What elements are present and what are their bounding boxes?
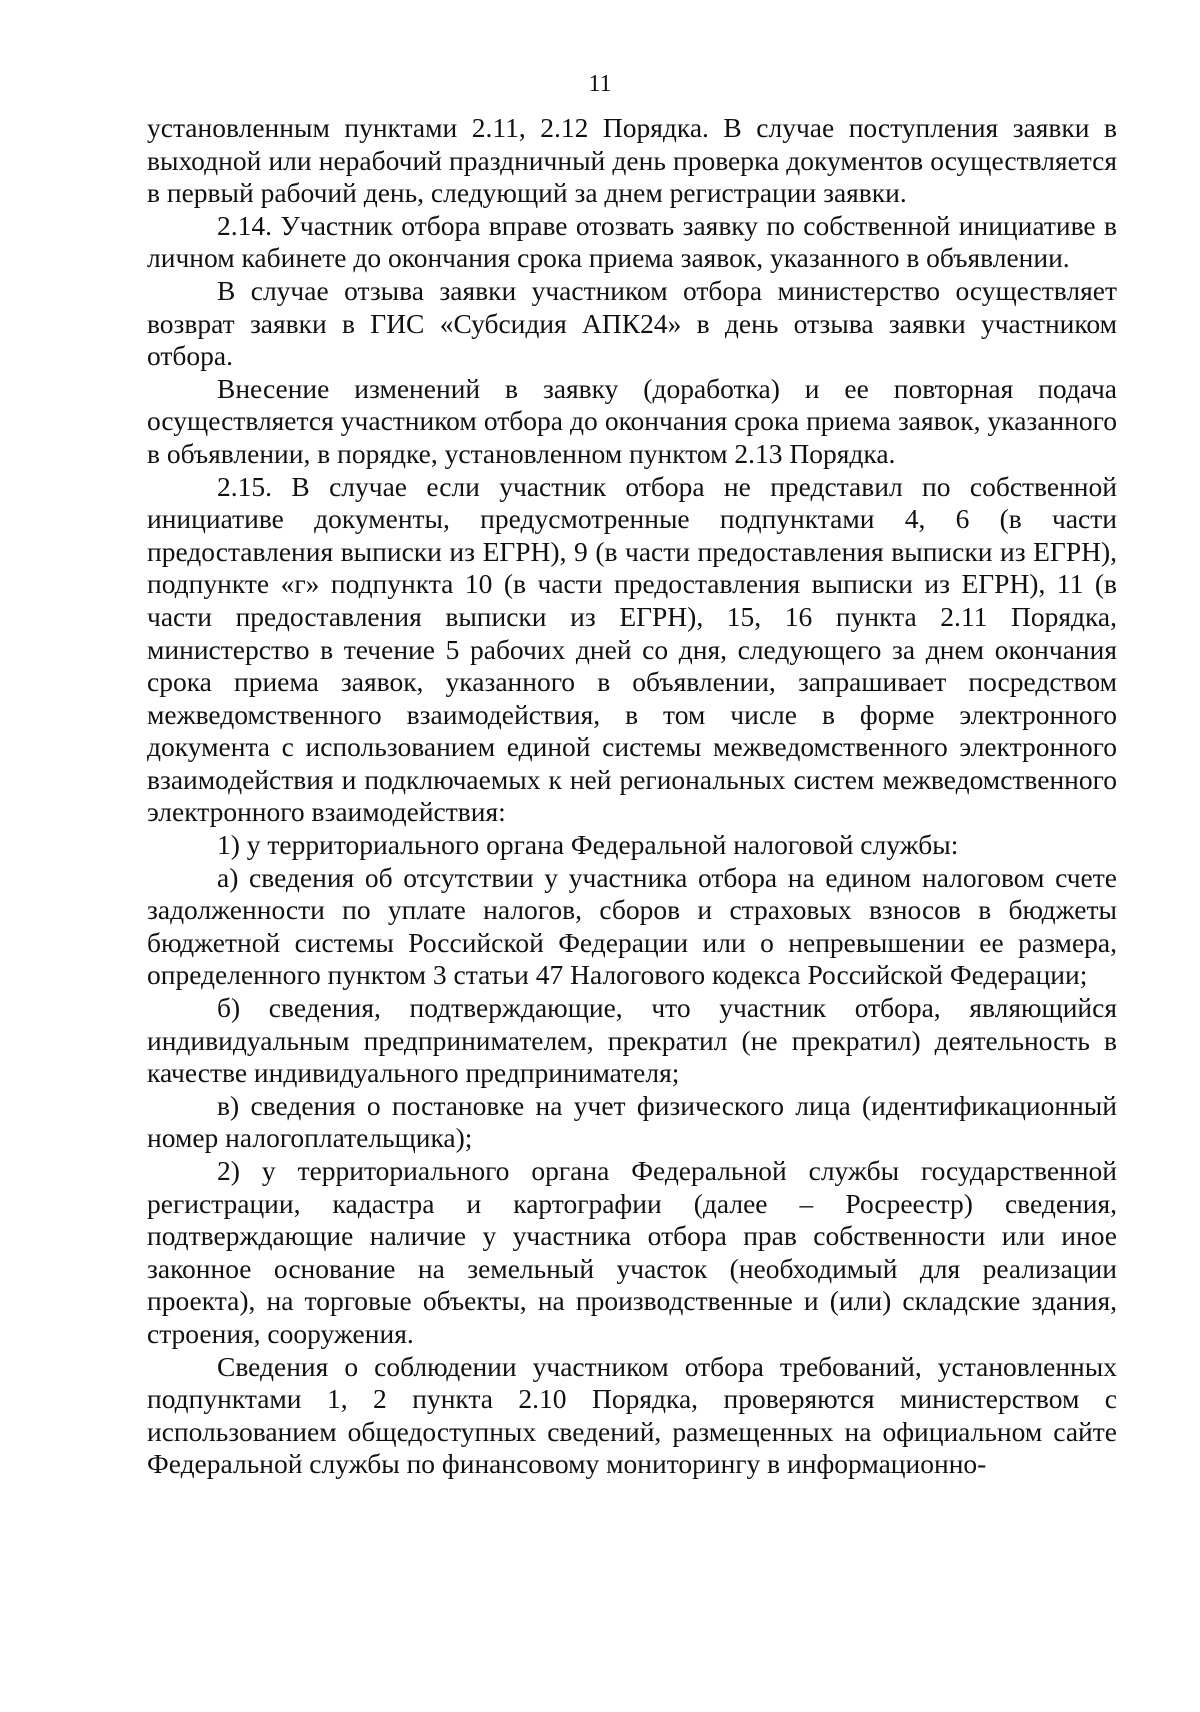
paragraph-2-15: 2.15. В случае если участник отбора не представил по собственной инициативе документы, предусмотренные подпунктами 4, 6 (в части предоставления выписки из ЕГРН), 9 (в части предоставления выписки из ЕГРН), подпункте «г» подпункта 10 (в части предоставления выписки из ЕГРН), 11 (в части предоставления выписки из ЕГРН), 15, 16 пункта 2.11 Порядка, министерство в течение 5 рабочих дней со дня, следующего за днем окончания срока приема заявок, указанного в объявлении, запрашивает посредством межведомственного взаимодействия, в том числе в форме электронного документа с использованием единой системы межведомственного электронного взаимодействия и подключаемых к ней региональных систем межведомственного электронного взаимодействия: — [147, 470, 1117, 828]
list-item-1b: б) сведения, подтверждающие, что участник отбора, являющийся индивидуальным предпринимателем, прекратил (не прекратил) деятельность в качестве индивидуального предпринимателя; — [147, 992, 1117, 1089]
paragraph-compliance: Сведения о соблюдении участником отбора требований, установленных подпунктами 1, 2 пункта 2.10 Порядка, проверяются министерством с использованием общедоступных сведений, размещенных на официальном сайте Федеральной службы по финансовому мониторингу в информационно- — [147, 1350, 1117, 1480]
page-number: 11 — [588, 71, 612, 97]
paragraph-2-14: 2.14. Участник отбора вправе отозвать заявку по собственной инициативе в личном кабинете до окончания срока приема заявок, указанного в объявлении. — [147, 209, 1117, 274]
paragraph-changes: Внесение изменений в заявку (доработка) и ее повторная подача осуществляется участником отбора до окончания срока приема заявок, указанного в объявлении, в порядке, установленном пунктом 2.13 Порядка. — [147, 372, 1117, 469]
list-item-2: 2) у территориального органа Федеральной службы государственной регистрации, кадастра и картографии (далее – Росреестр) сведения, подтверждающие наличие у участника отбора прав собственности или иное законное основание на земельный участок (необходимый для реализации проекта), на торговые объекты, на производственные и (или) складские здания, строения, сооружения. — [147, 1155, 1117, 1349]
list-item-1c: в) сведения о постановке на учет физического лица (идентификационный номер налогоплательщика); — [147, 1089, 1117, 1154]
document-body — [147, 112, 1117, 1481]
paragraph-continuation: установленным пунктами 2.11, 2.12 Порядка. В случае поступления заявки в выходной или нерабочий праздничный день проверка документов осуществляется в первый рабочий день, следующий за днем регистрации заявки. — [147, 112, 1117, 209]
list-item-1: 1) у территориального органа Федеральной налоговой службы: — [217, 829, 959, 861]
paragraph-withdrawal: В случае отзыва заявки участником отбора министерство осуществляет возврат заявки в ГИС «Субсидия АПК24» в день отзыва заявки участником отбора. — [147, 274, 1117, 372]
list-item-1a: а) сведения об отсутствии у участника отбора на едином налоговом счете задолженности по уплате налогов, сборов и страховых взносов в бюджеты бюджетной системы Российской Федерации или о непревышении ее размера, определенного пунктом 3 статьи 47 Налогового кодекса Российской Федерации; — [147, 861, 1117, 991]
